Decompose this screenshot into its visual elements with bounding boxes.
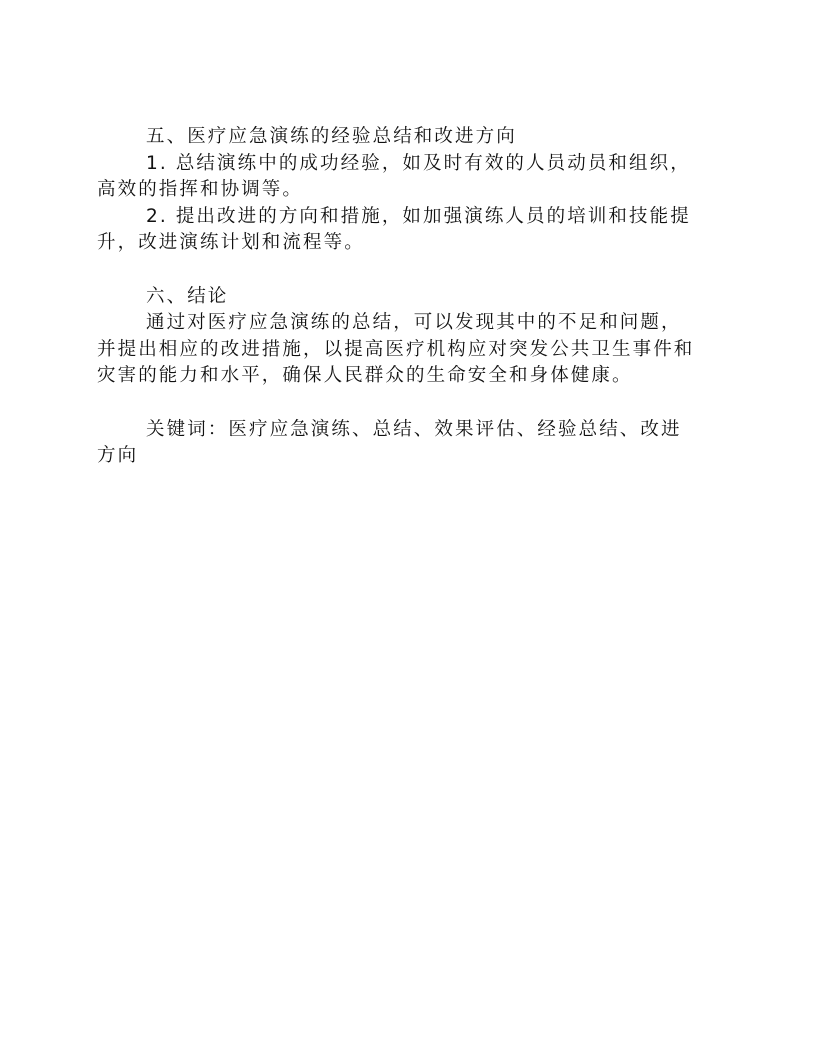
paragraph-spacer [97,257,701,284]
section-5-item-2: 2. 提出改进的方向和措施，如加强演练人员的培训和技能提升，改进演练计划和流程等。 [97,205,691,254]
keywords-line: 关键词：医疗应急演练、总结、效果评估、经验总结、改进方向 [97,418,682,467]
section-6-body: 通过对医疗应急演练的总结，可以发现其中的不足和问题，并提出相应的改进措施，以提高医疗机构应对突发公共卫生事件和灾害的能力和水平，确保人民群众的生命安全和身体健康。 [97,312,695,387]
section-5-item-1: 1. 总结演练中的成功经验，如及时有效的人员动员和组织，高效的指挥和协调等。 [97,152,691,201]
document-body [97,124,701,470]
paragraph-spacer [97,390,701,417]
section-6-heading: 六、结论 [146,285,229,307]
section-5-heading: 五、医疗应急演练的经验总结和改进方向 [146,126,517,147]
